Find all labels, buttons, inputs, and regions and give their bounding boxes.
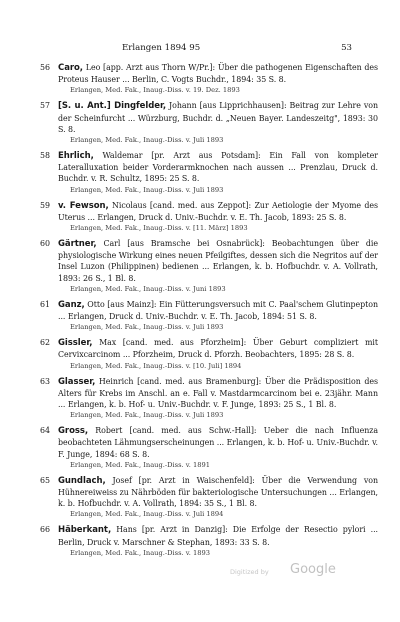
dissertation-entry [28, 150, 378, 195]
dissertation-entry [28, 524, 378, 558]
dissertation-entry [28, 62, 378, 96]
entry-faculty-note: Erlangen, Med. Fak., Inaug.-Diss. v. Juli 1893 [70, 136, 224, 145]
dissertation-entry [28, 376, 378, 421]
author-name: [S. u. Ant.] Dingfelder, [58, 101, 167, 112]
watermark-by: Digitized by [230, 568, 269, 576]
entry-number: 57 [39, 101, 50, 111]
entry-faculty-note: Erlangen, Med. Fak., Inaug.-Diss. v. Juli 1894 [70, 510, 224, 519]
dissertation-entry [28, 337, 378, 371]
author-name: v. Fewson, [58, 200, 109, 211]
entry-title-text: Waldemar [pr. Arzt aus Potsdam]: Ein Fall von kompleter Lateralluxation beider Vorderarmknochen nach aussen ... Prenzlau, Druck d. Buchdr. v. R. Schultz, 1895: 25 S. 8. [58, 151, 378, 184]
entry-citation [58, 150, 378, 185]
header-title: Erlangen 1894 95 [122, 43, 201, 53]
entry-title-text: Otto [aus Mainz]: Ein Fütterungsversuch mit C. Paal'schem Glutinpepton ... Erlangen, Druck d. Univ.-Buchdr. v. E. Th. Jacob, 1894: 51 S. 8. [58, 299, 378, 322]
entry-title-text: Nicolaus [cand. med. aus Zeppot]: Zur Aetiologie der Myome des Uterus ... Erlangen, Druck d. Univ.-Buchdr. v. E. Th. Jacob, 1893: 25 S. 8. [58, 200, 378, 222]
entry-number: 59 [39, 200, 50, 210]
author-name: Gundlach, [58, 475, 106, 486]
author-name: Gissler, [58, 338, 93, 349]
entry-citation [58, 475, 378, 510]
entry-faculty-note: Erlangen, Med. Fak., Inaug.-Diss. v. [11. März] 1893 [70, 224, 248, 233]
entry-title-text: Hans [pr. Arzt in Danzig]: Die Erfolge der Resectio pylori ... Berlin, Druck v. Marschner & Stephan, 1893: 33 S. 8. [58, 525, 378, 547]
dissertation-entry [28, 100, 378, 145]
entry-faculty-note: Erlangen, Med. Fak., Inaug.-Diss. v. [10. Juli] 1894 [70, 361, 242, 370]
author-name: Gärtner, [58, 239, 97, 250]
entry-number: 66 [39, 525, 50, 535]
entry-number: 64 [39, 426, 50, 436]
entry-citation [58, 425, 378, 460]
entry-title-text: Max [cand. med. aus Pforzheim]: Über Geburt compliziert mit Cervixcarcinom ... Pforzheim, Druck d. Pforzh. Beobachters, 1895: 28 S. 8. [58, 338, 378, 360]
entry-citation [58, 100, 378, 135]
entry-title-text: Robert [cand. med. aus Schw.-Hall]: Ueber die nach Influenza beobachteten Lähmungserscheinungen ... Erlangen, k. b. Hof- u. Univ.-Buchdr. v. F. Junge, 1894: 68 S. 8. [58, 426, 378, 459]
entry-number: 56 [39, 63, 50, 72]
entry-citation [58, 524, 378, 547]
dissertation-entry [28, 299, 378, 333]
entry-faculty-note: Erlangen, Med. Fak., Inaug.-Diss. v. Juli 1893 [70, 411, 224, 420]
entry-faculty-note: Erlangen, Med. Fak., Inaug.-Diss. v. Juli 1893 [70, 185, 224, 194]
running-header [0, 43, 400, 57]
page-number: 53 [341, 43, 352, 53]
entry-number: 61 [39, 299, 50, 309]
dissertation-entry [28, 200, 378, 234]
google-logo: Google [290, 562, 336, 577]
entry-title-text: Heinrich [cand. med. aus Bramenburg]: Über die Prädisposition des Alters für Krebs im Anschl. an e. Fall v. Mastdarmcarcinom bei e. 23jähr. Mann ... Erlangen, k. b. Hof- u. Univ.-Buchdr. v. F. Junge, 1893: 25 S., 1 Bl. 8. [58, 376, 378, 410]
entry-citation [58, 62, 378, 85]
entry-faculty-note: Erlangen, Med. Fak., Inaug.-Diss. v. Juli 1893 [70, 323, 224, 332]
digitized-watermark [230, 564, 370, 578]
entry-citation [58, 376, 378, 411]
dissertation-entry [28, 238, 378, 294]
entry-citation [58, 299, 378, 322]
entry-number: 65 [39, 475, 50, 485]
entry-title-text: Carl [aus Bramsche bei Osnabrück]: Beobachtungen über die physiologische Wirkung eines neuen Pfeilgiftes, dessen sich die Negritos auf der Insel Luzon (Philippinen) bedienen ... Erlangen, k. b. Hofbuchdr. v. A. Vollrath, 1893: 26 S., 1 Bl. 8. [58, 239, 378, 283]
author-name: Glasser, [58, 376, 96, 387]
entry-title-text: Josef [pr. Arzt in Waischenfeld]: Über die Verwendung von Hühnereiweiss zu Nährböden für bakteriologische Untersuchungen ... Erlangen, k. b. Hofbuchdr. v. A. Vollrath, 1894: 35 S., 1 Bl. 8. [58, 475, 378, 509]
entry-faculty-note: Erlangen, Med. Fak., Inaug.-Diss. v. 19. Dez. 1893 [70, 86, 240, 95]
author-name: Ganz, [58, 299, 85, 310]
entry-number: 60 [39, 239, 50, 249]
entry-number: 63 [39, 376, 50, 386]
entry-faculty-note: Erlangen, Med. Fak., Inaug.-Diss. v. 1891 [70, 460, 211, 469]
author-name: Häberkant, [58, 525, 112, 536]
author-name: Gross, [58, 426, 89, 437]
entry-title-text: Leo [app. Arzt aus Thorn W/Pr.]: Über die pathogenen Eigenschaften des Proteus Hauser ... Berlin, C. Vogts Buchdr., 1894: 35 S. 8. [58, 63, 378, 85]
entry-number: 58 [39, 151, 50, 161]
entry-citation [58, 238, 378, 284]
entry-number: 62 [39, 338, 50, 348]
dissertation-entry [28, 475, 378, 520]
dissertation-entry [28, 425, 378, 470]
author-name: Ehrlich, [58, 151, 94, 162]
author-name: Caro, [58, 63, 83, 73]
entry-title-text: Johann [aus Lipprichhausen]: Beitrag zur Lehre von der Scheinfurcht ... Würzburg, Buchdr. d. „Neuen Bayer. Landeszeitg", 1893: 30 S. 8. [58, 101, 378, 134]
entry-citation [58, 337, 378, 360]
entry-citation [58, 200, 378, 223]
entry-faculty-note: Erlangen, Med. Fak., Inaug.-Diss. v. Juni 1893 [70, 284, 226, 293]
entry-faculty-note: Erlangen, Med. Fak., Inaug.-Diss. v. 1893 [70, 548, 211, 557]
dissertation-list [28, 62, 378, 563]
